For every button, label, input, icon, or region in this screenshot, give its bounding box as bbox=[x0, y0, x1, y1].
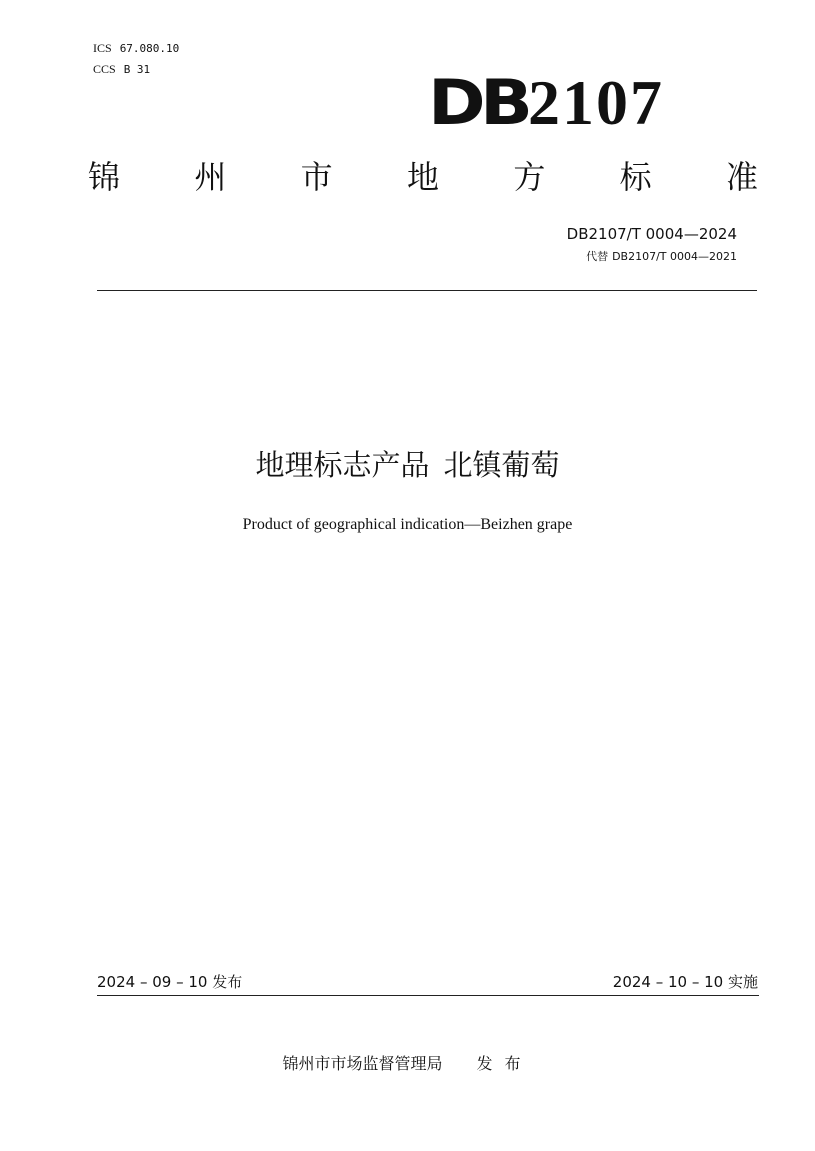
standard-type-char: 州 bbox=[194, 158, 227, 196]
standard-code: DB2107/T 0004—2024 bbox=[566, 225, 737, 243]
classification-block bbox=[93, 38, 179, 80]
standard-type-char: 市 bbox=[300, 158, 333, 196]
standard-type-char: 锦 bbox=[88, 158, 121, 196]
replaces-label: 代替 bbox=[586, 250, 609, 263]
standard-type-heading bbox=[88, 152, 758, 202]
issuer-action: 发布 bbox=[476, 1054, 533, 1073]
chinese-title-part1: 地理标志产品 bbox=[255, 448, 430, 482]
replaces-code: DB2107/T 0004—2021 bbox=[612, 250, 737, 263]
ccs-value: B 31 bbox=[123, 63, 151, 76]
chinese-title-part2: 北镇葡萄 bbox=[443, 448, 560, 482]
ics-row bbox=[93, 38, 179, 59]
db-logo bbox=[428, 68, 718, 154]
standard-type-char: 地 bbox=[406, 158, 439, 196]
replaces-line bbox=[586, 248, 737, 266]
standard-type-char: 准 bbox=[725, 158, 758, 196]
db-logo-prefix: DB bbox=[428, 66, 528, 139]
issue-date: 2024 – 09 – 10 发布 bbox=[97, 973, 243, 991]
implementation-date: 2024 – 10 – 10 实施 bbox=[612, 973, 758, 991]
ccs-label: CCS bbox=[93, 62, 116, 76]
issuer-name: 锦州市市场监督管理局 bbox=[282, 1054, 443, 1073]
db-logo-number: 2107 bbox=[528, 67, 664, 138]
standard-type-char: 方 bbox=[513, 158, 546, 196]
issuer-line bbox=[0, 1052, 815, 1076]
ccs-row bbox=[93, 59, 179, 80]
chinese-title bbox=[0, 440, 815, 490]
top-divider bbox=[97, 290, 757, 291]
standard-type-char: 标 bbox=[619, 158, 652, 196]
bottom-divider bbox=[97, 995, 759, 996]
ics-label: ICS bbox=[93, 41, 112, 55]
english-title: Product of geographical indication—Beizhen grape bbox=[242, 516, 573, 533]
ics-value: 67.080.10 bbox=[119, 42, 180, 55]
